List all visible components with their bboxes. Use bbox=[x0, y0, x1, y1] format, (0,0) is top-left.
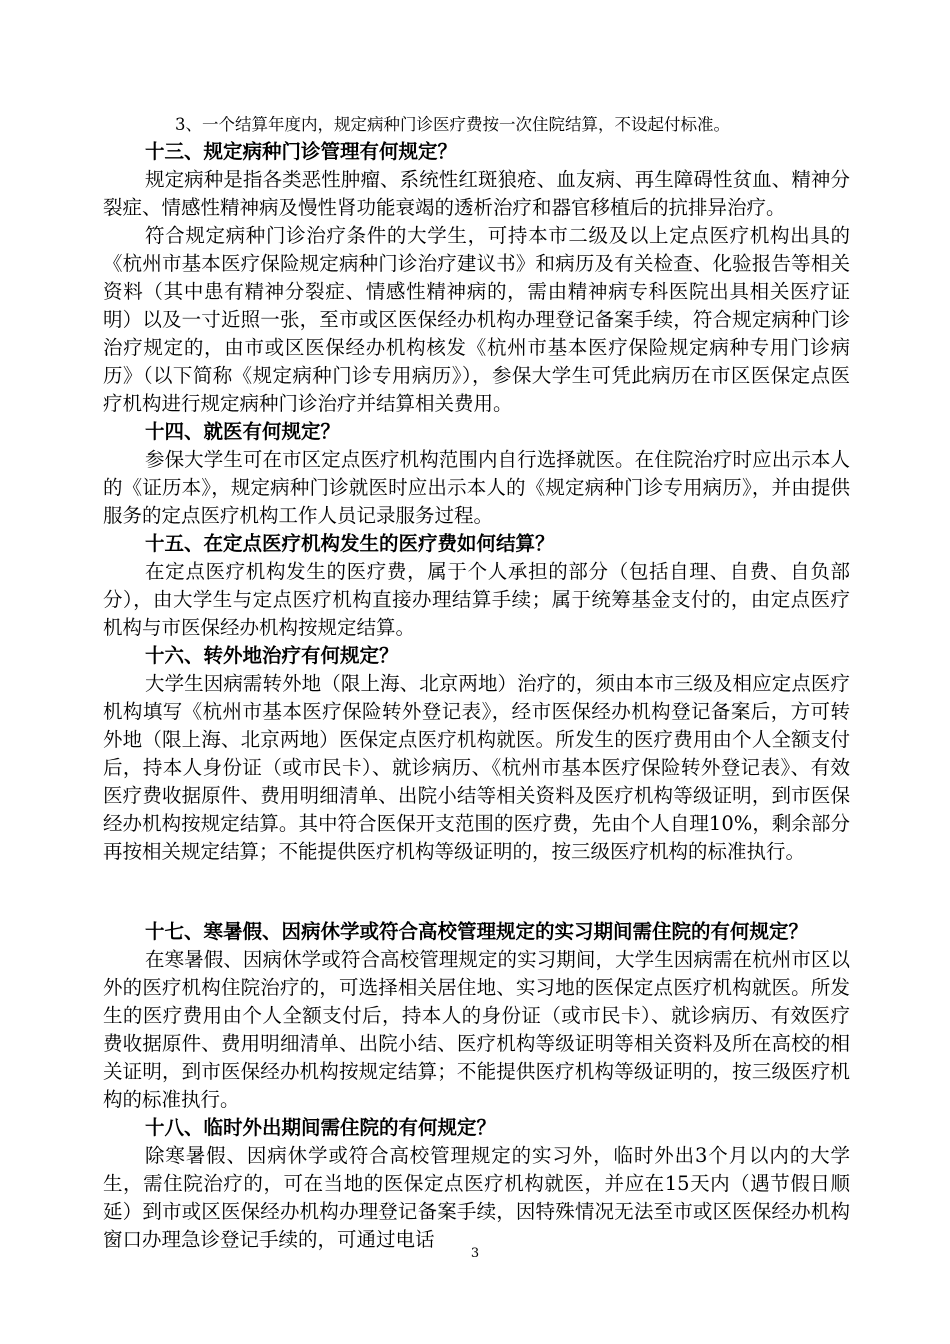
section-heading-17: 十七、寒暑假、因病休学或符合高校管理规定的实习期间需住院的有何规定？ bbox=[145, 920, 809, 943]
section-heading-15: 十五、在定点医疗机构发生的医疗费如何结算？ bbox=[145, 532, 555, 555]
intro-line: 3、一个结算年度内，规定病种门诊医疗费按一次住院结算，不设起付标准。 bbox=[175, 115, 730, 134]
section-18-paragraph-1: 除寒暑假、因病休学或符合高校管理规定的实习外，临时外出3个月以内的大学生，需住院治疗的，可在当地的医保定点医疗机构就医，并应在15天内（遇节假日顺延）到市或区医保经办机构办理登记备案手续，因特殊情况无法至市或区医保经办机构窗口办理急诊登记手续的，可通过电话 bbox=[103, 1144, 850, 1251]
section-17-paragraph-1: 在寒暑假、因病休学或符合高校管理规定的实习期间，大学生因病需在杭州市区以外的医疗机构住院治疗的，可选择相关居住地、实习地的医保定点医疗机构就医。所发生的医疗费用由个人全额支付后，持本人的身份证（或市民卡）、就诊病历、有效医疗费收据原件、费用明细清单、出院小结、医疗机构等级证明等相关资料及所在高校的相关证明，到市医保经办机构按规定结算；不能提供医疗机构等级证明的，按三级医疗机构的标准执行。 bbox=[103, 948, 850, 1111]
page-number: 3 bbox=[470, 1246, 480, 1261]
section-15-paragraph-1: 在定点医疗机构发生的医疗费，属于个人承担的部分（包括自理、自费、自负部分），由大学生与定点医疗机构直接办理结算手续；属于统筹基金支付的，由定点医疗机构与市医保经办机构按规定结算。 bbox=[103, 560, 850, 639]
section-heading-16: 十六、转外地治疗有何规定？ bbox=[145, 644, 399, 667]
section-13-paragraph-2: 符合规定病种门诊治疗条件的大学生，可持本市二级及以上定点医疗机构出具的《杭州市基本医疗保险规定病种门诊治疗建议书》和病历及有关检查、化验报告等相关资料（其中患有精神分裂症、情感性精神病的，需由精神病专科医院出具相关医疗证明）以及一寸近照一张，至市或区医保经办机构办理登记备案手续，符合规定病种门诊治疗规定的，由市或区医保经办机构核发《杭州市基本医疗保险规定病种专用门诊病历》（以下简称《规定病种门诊专用病历》），参保大学生可凭此病历在市区医保定点医疗机构进行规定病种门诊治疗并结算相关费用。 bbox=[103, 224, 850, 415]
blank-space bbox=[103, 866, 850, 918]
section-13-paragraph-1: 规定病种是指各类恶性肿瘤、系统性红斑狼疮、血友病、再生障碍性贫血、精神分裂症、情感性精神病及慢性肾功能衰竭的透析治疗和器官移植后的抗排异治疗。 bbox=[103, 168, 850, 219]
section-14-paragraph-1: 参保大学生可在市区定点医疗机构范围内自行选择就医。在住院治疗时应出示本人的《证历本》，规定病种门诊就医时应出示本人的《规定病种门诊专用病历》，并由提供服务的定点医疗机构工作人员记录服务过程。 bbox=[103, 448, 850, 527]
section-heading-13: 十三、规定病种门诊管理有何规定？ bbox=[145, 140, 458, 163]
document-body bbox=[103, 112, 850, 1254]
section-16-paragraph-1: 大学生因病需转外地（限上海、北京两地）治疗的，须由本市三级及相应定点医疗机构填写《杭州市基本医疗保险转外登记表》，经市医保经办机构登记备案后，方可转外地（限上海、北京两地）医保定点医疗机构就医。所发生的医疗费用由个人全额支付后，持本人身份证（或市民卡）、就诊病历、《杭州市基本医疗保险转外登记表》、有效医疗费收据原件、费用明细清单、出院小结等相关资料及医疗机构等级证明，到市医保经办机构按规定结算。其中符合医保开支范围的医疗费，先由个人自理10%，剩余部分再按相关规定结算；不能提供医疗机构等级证明的，按三级医疗机构的标准执行。 bbox=[103, 672, 850, 863]
section-heading-18: 十八、临时外出期间需住院的有何规定？ bbox=[145, 1116, 497, 1139]
section-heading-14: 十四、就医有何规定？ bbox=[145, 420, 341, 443]
